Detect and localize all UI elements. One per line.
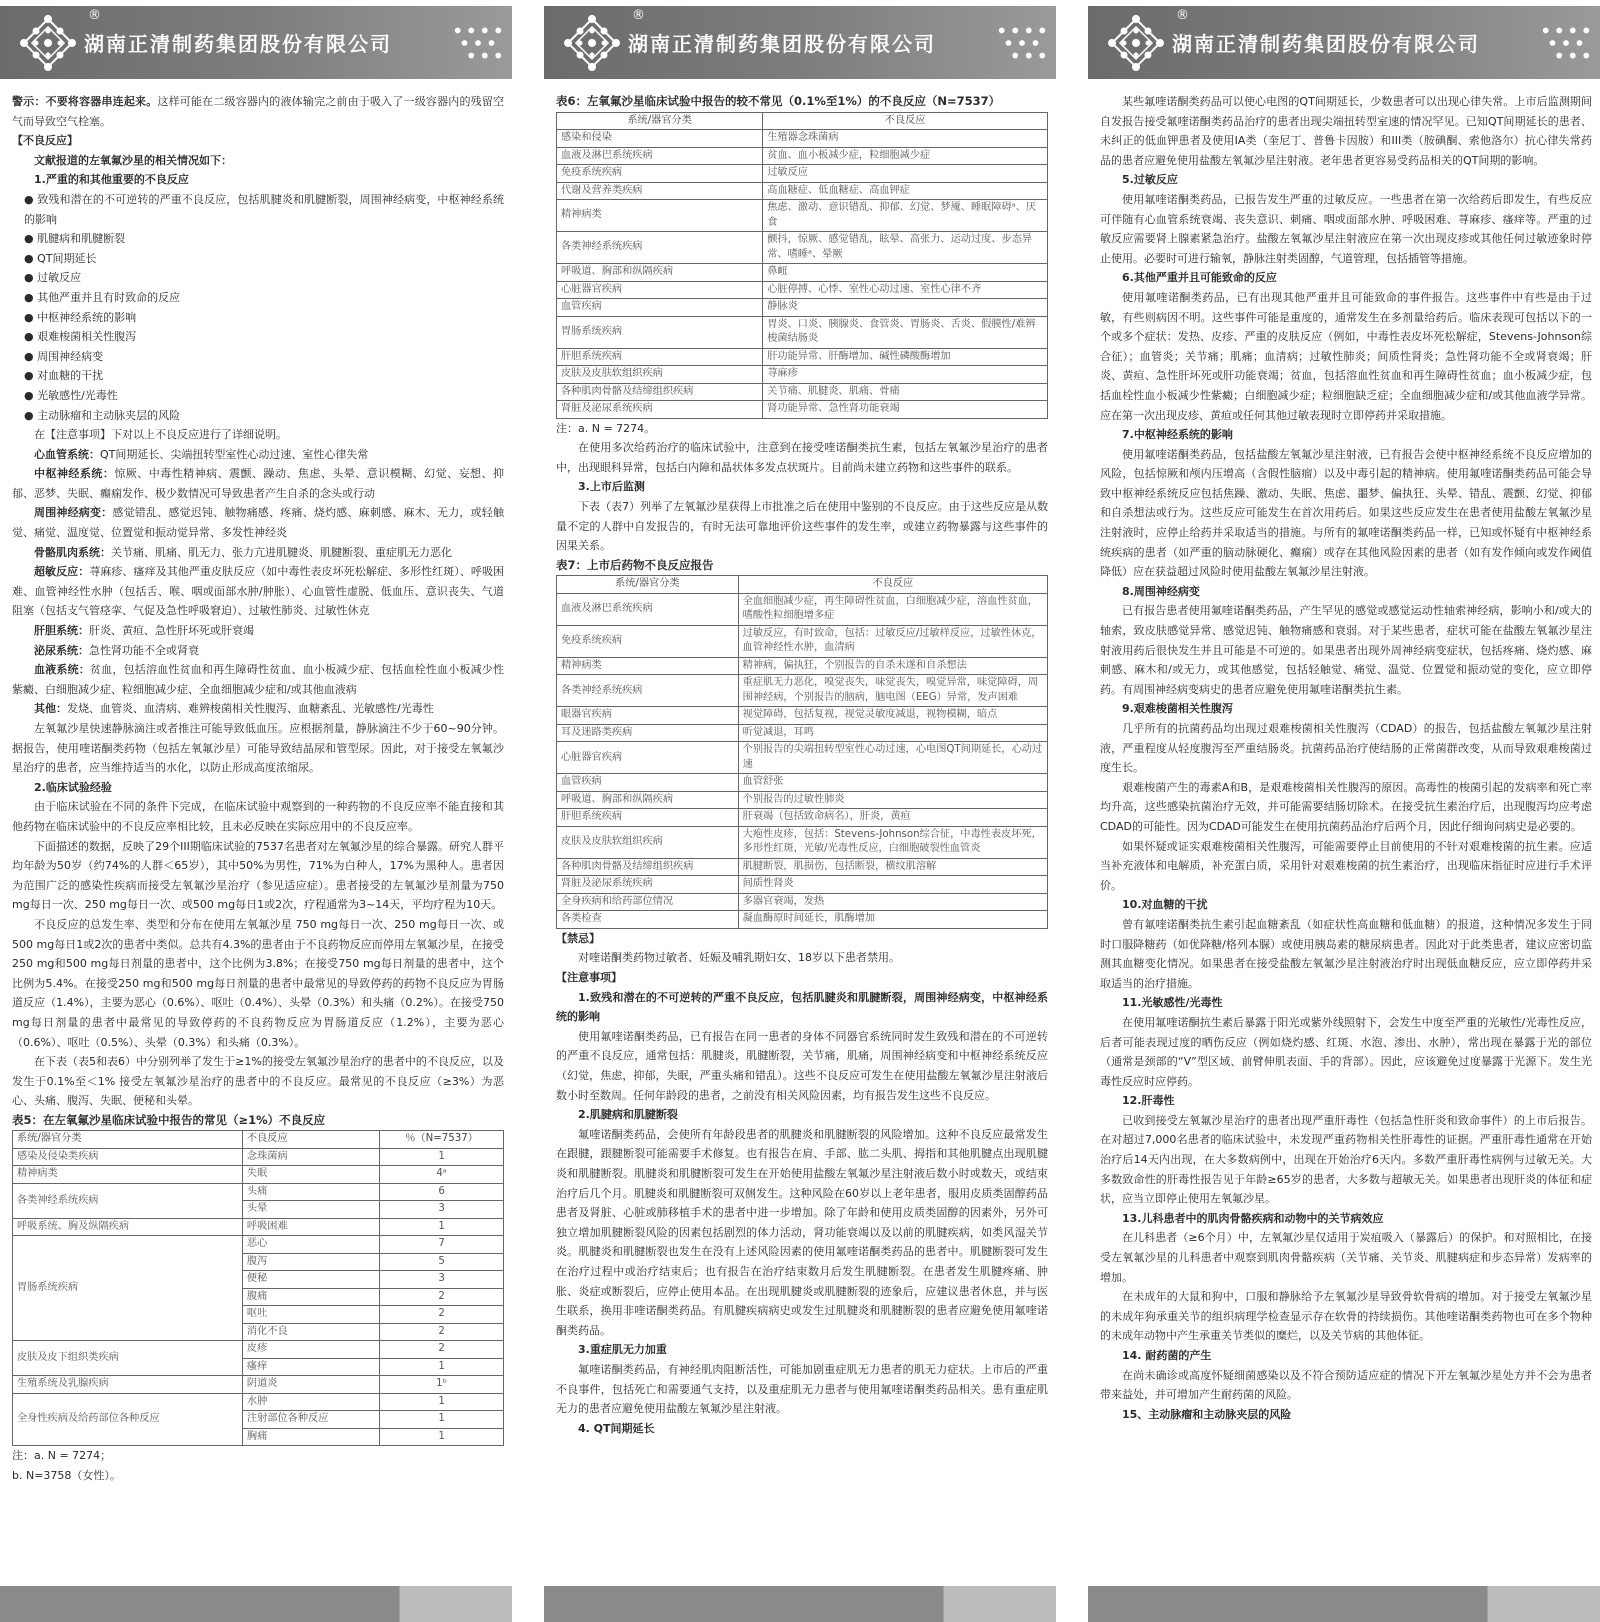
paragraph: 某些氟喹诺酮类药品可以使心电图的QT间期延长，少数患者可以出现心律失常。上市后监测期间自发报告接受氟喹诺酮类药品治疗的患者出现尖端扭转型室速的情况罕见。已知QT间期延长的患者、未纠正的低血钾患者及使用IA类（奎尼丁、普鲁卡因胺）和III类（胺碘酮、索他洛尔）抗心律失常药品的患者应避免使用盐酸左氧氟沙星注射液。老年患者更容易受药品相关的QT间期的影响。 bbox=[1100, 95, 1592, 167]
page-column-2 bbox=[544, 0, 1056, 1622]
bullet-item: ● 主动脉瘤和主动脉夹层的风险 bbox=[24, 408, 181, 422]
table-row bbox=[557, 893, 1048, 911]
table-cell: 精神病类 bbox=[557, 200, 763, 232]
paragraph: 下表（表7）列举了左氧氟沙星获得上市批准之后在使用中鉴别的不良反应。由于这些反应是从数量不定的人群中自发报告的，有时无法可靠地评价这些事件的发生率，或建立药物暴露与这些事件的因果关系。 bbox=[556, 499, 1048, 553]
table-row bbox=[13, 1183, 504, 1201]
table-row bbox=[13, 1376, 504, 1394]
table-row bbox=[557, 675, 1048, 707]
table-cell: 感染和侵染 bbox=[557, 130, 763, 148]
page-column-1 bbox=[0, 0, 512, 1622]
table-cell: 头痛 bbox=[242, 1183, 379, 1201]
table-cell: 免疫系统疾病 bbox=[557, 625, 739, 657]
table-cell: 呕吐 bbox=[242, 1306, 379, 1324]
literature-heading: 文献报道的左氧氟沙星的相关情况如下： bbox=[34, 153, 232, 167]
table-5 bbox=[12, 1130, 504, 1446]
precaution-heading-15: 15、主动脉瘤和主动脉夹层的风险 bbox=[1122, 1407, 1292, 1421]
table-row bbox=[557, 200, 1048, 232]
precaution-heading-4: 4. QT间期延长 bbox=[578, 1421, 655, 1435]
table-cell: 肾脏及泌尿系统疾病 bbox=[557, 876, 739, 894]
column-header: 不良反应 bbox=[738, 576, 1047, 594]
table-cell: 1 bbox=[380, 1148, 504, 1166]
precaution-heading-5: 5.过敏反应 bbox=[1122, 173, 1178, 187]
table-cell: 3 bbox=[380, 1271, 504, 1289]
table-cell: 精神病类 bbox=[13, 1166, 243, 1184]
registered-mark: ® bbox=[88, 8, 101, 23]
system-hypersensitivity: 超敏反应：荨麻疹、瘙痒及其他严重皮肤反应（如中毒性表皮坏死松解症、多形性红斑）、呼吸困难、血管神经性水肿（包括舌、喉、咽或面部水肿/肿胀）、心血管性虚脱、低血压、意识丧失、气道阻塞（包括支气管痉挛、气促及急性呼吸窘迫）、过敏性肺炎、过敏性休克 bbox=[12, 565, 504, 618]
table-cell: 关节痛、肌腱炎、肌痛、骨痛 bbox=[763, 383, 1048, 401]
table-cell: 2 bbox=[380, 1341, 504, 1359]
subheading-3: 3.上市后监测 bbox=[578, 480, 645, 494]
column-header: 系统/器官分类 bbox=[557, 576, 739, 594]
table-cell: 注射部位各种反应 bbox=[242, 1411, 379, 1429]
system-blood: 血液系统：贫血，包括溶血性贫血和再生障碍性贫血、血小板减少症、包括血栓性血小板减少性紫癜、白细胞减少症、粒细胞减少症、全血细胞减少症和/或其他血液病 bbox=[12, 663, 504, 696]
precaution-heading-6: 6.其他严重并且可能致命的反应 bbox=[1122, 271, 1277, 285]
table-cell: 水肿 bbox=[242, 1393, 379, 1411]
table-cell: 肾功能异常、急性肾功能衰竭 bbox=[763, 401, 1048, 419]
table-cell: 皮肤及皮下组织类疾病 bbox=[13, 1341, 243, 1376]
table-row bbox=[557, 316, 1048, 348]
table-row bbox=[557, 876, 1048, 894]
table-row bbox=[557, 182, 1048, 200]
see-precautions-note: 在【注意事项】下对以上不良反应进行了详细说明。 bbox=[34, 428, 287, 442]
table-row bbox=[557, 366, 1048, 384]
table-cell: 2 bbox=[380, 1288, 504, 1306]
page-header bbox=[0, 6, 512, 79]
registered-mark: ® bbox=[1176, 8, 1189, 23]
section-contraindications: 【禁忌】 bbox=[556, 931, 600, 945]
paragraph: 不良反应的总发生率、类型和分布在使用左氧氟沙星 750 mg每日一次、250 mg每日一次、或500 mg每日1或2次的患者中类似。总共有4.3%的患者由于不良药物反应而停用左氧氟沙星，在接受250 mg和500 mg每日剂量的患者中，这个比例为3.8%；在接受750 mg每日剂量的患者中，这个比例为5.4%。在接受250 mg和500 mg每日剂量的患者中最常见的导致停药的药物不良反应为胃肠道反应（1.4%），主要为恶心（0.6%）、呕吐（0.4%）、头晕（0.3%）和头痛（0.2%）。在接受750 mg每日剂量的患者中最常见的导致停药的不良药物反应为胃肠道反应（1.2%），主要为恶心（0.6%）、呕吐（0.5%）、头晕（0.3%）和头痛（0.3%）。 bbox=[12, 917, 504, 1049]
table-cell: 消化不良 bbox=[242, 1323, 379, 1341]
table-cell: 呼吸系统、胸及纵隔疾病 bbox=[13, 1218, 243, 1236]
column-1-content bbox=[12, 92, 504, 1576]
page-footer bbox=[1088, 1586, 1600, 1622]
column-3-content bbox=[1100, 92, 1592, 1576]
system-other: 其他：发烧、血管炎、血清病、难辨梭菌相关性腹泻、血糖紊乱、光敏感性/光毒性 bbox=[34, 702, 434, 716]
table-5-title: 表5：在左氧氟沙星临床试验中报告的常见（≥1%）不良反应 bbox=[12, 1112, 326, 1127]
precaution-heading-12: 12.肝毒性 bbox=[1122, 1094, 1175, 1108]
dot-pattern-icon bbox=[994, 20, 1050, 66]
table-6-note: 注：a. N = 7274。 bbox=[556, 421, 656, 435]
table-cell: 肝胆系统疾病 bbox=[557, 809, 739, 827]
table-5-note-b: b. N=3758（女性）。 bbox=[12, 1469, 121, 1483]
paragraph: 在尚未确诊或高度怀疑细菌感染以及不符合预防适应症的情况下开左氧氟沙星处方并不会为患者带来益处，并可增加产生耐药菌的风险。 bbox=[1100, 1368, 1592, 1402]
table-row bbox=[13, 1236, 504, 1254]
table-cell: 胃炎、口炎、胰腺炎、食管炎、胃肠炎、舌炎、假膜性/难辨梭菌结肠炎 bbox=[763, 316, 1048, 348]
table-cell: 血液及淋巴系统疾病 bbox=[557, 593, 739, 625]
paragraph: 使用氟喹诺酮类药品，已有出现其他严重并且可能致命的事件报告。这些事件中有些是由于过敏，有些则病因不明。这些事件可能是重度的，通常发生在多剂量给药后。临床表现可包括以下的一个或多个症状：发热、皮疹、严重的皮肤反应（例如，中毒性表皮坏死松解症，Stevens-Johnson综合征）；血管炎；关节痛；肌痛；血清病；过敏性肺炎；间质性肾炎；急性肾功能不全或肾衰竭；肝炎、黄疸、急性肝坏死或肝功能衰竭；贫血，包括溶血性贫血和再生障碍性贫血；血小板减少症，包括血栓性血小板减少性紫癜；白细胞减少症；粒细胞缺乏症；全血细胞减少症和/或其他血液学异常。应在第一次出现皮疹、黄疸或任何其他过敏表现时立即停药并采取措施。 bbox=[1100, 290, 1592, 422]
paragraph: 由于临床试验在不同的条件下完成，在临床试验中观察到的一种药物的不良反应率不能直接和其他药物在临床试验中的不良反应率相比较，且未必反映在实际应用中的不良反应率。 bbox=[12, 800, 504, 833]
table-cell: 心脏器官疾病 bbox=[557, 742, 739, 774]
table-cell: 荨麻疹 bbox=[763, 366, 1048, 384]
table-cell: 个别报告的尖端扭转型室性心动过速，心电图QT间期延长，心动过速 bbox=[738, 742, 1047, 774]
table-cell: 胃肠系统疾病 bbox=[13, 1236, 243, 1341]
precaution-heading-13: 13.儿科患者中的肌肉骨骼疾病和动物中的关节病效应 bbox=[1122, 1211, 1384, 1225]
table-cell: 血管疾病 bbox=[557, 774, 739, 792]
table-cell: 便秘 bbox=[242, 1271, 379, 1289]
table-cell: 7 bbox=[380, 1236, 504, 1254]
table-row bbox=[557, 809, 1048, 827]
table-cell: 心脏停搏、心悸、室性心动过速、室性心律不齐 bbox=[763, 281, 1048, 299]
company-logo bbox=[544, 6, 628, 79]
precaution-heading-3: 3.重症肌无力加重 bbox=[578, 1343, 667, 1357]
company-name: 湖南正清制药集团股份有限公司 bbox=[628, 32, 936, 56]
system-urinary: 泌尿系统：急性肾功能不全或肾衰 bbox=[34, 643, 199, 657]
precaution-heading-7: 7.中枢神经系统的影响 bbox=[1122, 428, 1233, 442]
section-precautions: 【注意事项】 bbox=[556, 971, 622, 985]
bullet-item: ● 周围神经病变 bbox=[24, 349, 104, 363]
table-cell: 眼器官疾病 bbox=[557, 707, 739, 725]
table-row bbox=[557, 724, 1048, 742]
table-cell: 皮疹 bbox=[242, 1341, 379, 1359]
table-cell: 瘙痒 bbox=[242, 1358, 379, 1376]
precaution-heading-8: 8.周围神经病变 bbox=[1122, 584, 1200, 598]
paragraph: 下面描述的数据，反映了29个III期临床试验的7537名患者对左氧氟沙星的综合暴露。研究人群平均年龄为50岁（约74%的人群＜65岁），其中50%为男性，71%为白种人，17%为黑种人。患者因为范围广泛的感染性疾病而接受左氧氟沙星治疗（参见适应症）。患者接受的左氧氟沙星剂量为750 mg每日一次、250 mg每日一次、或500 mg每日1或2次，疗程通常为3~14天，平均疗程为10天。 bbox=[12, 839, 504, 912]
column-header: 不良反应 bbox=[242, 1131, 379, 1149]
column-header: 不良反应 bbox=[763, 112, 1048, 130]
precaution-heading-10: 10.对血糖的干扰 bbox=[1122, 898, 1208, 912]
table-cell: 精神病类 bbox=[557, 657, 739, 675]
table-cell: 胃肠系统疾病 bbox=[557, 316, 763, 348]
table-row bbox=[13, 1218, 504, 1236]
table-cell: 肌腱断裂，肌损伤，包括断裂，横纹肌溶解 bbox=[738, 858, 1047, 876]
table-cell: 1 bbox=[380, 1428, 504, 1446]
table-row bbox=[557, 401, 1048, 419]
paragraph: 在未成年的大鼠和狗中，口服和静脉给予左氧氟沙星导致骨软骨病的增加。对于接受左氧氟沙星的未成年狗承重关节的组织病理学检查显示存在软骨的持续损伤。其他喹诺酮类药物也可在多个物种的未成年动物中产生承重关节类似的糜烂，以及关节病的其他体征。 bbox=[1100, 1290, 1592, 1343]
paragraph-iv-infusion: 左氧氟沙星快速静脉滴注或者推注可能导致低血压。应根据剂量，静脉滴注不少于60~90分钟。据报告，使用喹诺酮类药物（包括左氧氟沙星）可能导致结晶尿和管型尿。因此，对于接受左氧氟沙星治疗的患者，应当维持适当的水化，以防止形成高度浓缩尿。 bbox=[12, 722, 504, 775]
paragraph: 氟喹诺酮类药品，会使所有年龄段患者的肌腱炎和肌腱断裂的风险增加。这种不良反应最常发生在跟腱，跟腱断裂可能需要手术修复。也有报告在肩、手部、肱二头肌、拇指和其他肌腱点出现肌腱炎和肌腱断裂。肌腱炎和肌腱断裂可发生在开始使用盐酸左氧氟沙星注射液后数小时或数天，或结束治疗后几个月。肌腱炎和肌腱断裂可双侧发生。这种风险在60岁以上老年患者，服用皮质类固醇药品患者及肾脏、心脏或肺移植手术的患者中进一步增加。除了年龄和使用皮质类固醇的因素外，另外可独立增加肌腱断裂风险的因素包括剧烈的体力活动，肾功能衰竭以及以前的肌腱疾病，如类风湿关节炎。肌腱炎和肌腱断裂也发生在没有上述风险因素的使用氟喹诺酮类药品的患者中。肌腱断裂可发生在治疗过程中或治疗结束后；也有报告在治疗结束数月后发生肌腱断裂。在患者发生肌腱疼痛、肿胀、炎症或断裂后，应停止使用本品。在出现肌腱炎或肌腱断裂的迹象后，应建议患者休息，并与医生联系，换用非喹诺酮类药品。有肌腱疾病病史或发生过肌腱炎和肌腱断裂的患者应避免使用氟喹诺酮类药品。 bbox=[556, 1127, 1048, 1337]
table-cell: 全身性疾病及给药部位各种反应 bbox=[13, 1393, 243, 1446]
table-cell: 免疫系统疾病 bbox=[557, 165, 763, 183]
table-cell: 过敏反应，有时致命，包括：过敏反应/过敏样反应，过敏性休克，血管神经性水肿，血清病 bbox=[738, 625, 1047, 657]
table-cell: 静脉炎 bbox=[763, 299, 1048, 317]
table-cell: 皮肤及皮肤软组织疾病 bbox=[557, 366, 763, 384]
table-6 bbox=[556, 112, 1048, 419]
table-cell: 生殖器念珠菌病 bbox=[763, 130, 1048, 148]
table-row bbox=[13, 1166, 504, 1184]
system-musculoskeletal: 骨骼肌肉系统：关节痛、肌痛、肌无力、张力亢进肌腱炎、肌腱断裂、重症肌无力恶化 bbox=[34, 545, 452, 559]
precaution-heading-11: 11.光敏感性/光毒性 bbox=[1122, 996, 1223, 1010]
paragraph: 已有报告患者使用氟喹诺酮类药品，产生罕见的感觉或感觉运动性轴索神经病，影响小和/或大的轴索，致皮肤感觉异常、感觉迟钝、触物痛感和衰弱。对于某些患者，症状可能在盐酸左氧氟沙星注射液用药后很快发生并且可能是不可逆的。如果患者出现外周神经病变症状，包括疼痛、烧灼感、麻刺感、麻木和/或无力，或其他感觉，包括轻触觉、痛觉、温觉、位置觉和振动觉的变化，应立即停药。有周围神经病变病史的患者应避免使用氟喹诺酮类抗生素。 bbox=[1100, 604, 1592, 696]
table-cell: 胸痛 bbox=[242, 1428, 379, 1446]
table-row bbox=[557, 348, 1048, 366]
table-5-note-a: 注：a. N = 7274； bbox=[12, 1449, 112, 1463]
table-7 bbox=[556, 575, 1048, 929]
table-cell: 呼吸道、胸部和纵隔疾病 bbox=[557, 791, 739, 809]
table-cell: 头晕 bbox=[242, 1201, 379, 1219]
table-cell: 各种肌肉骨骼及结缔组织疾病 bbox=[557, 858, 739, 876]
bullet-item: ● 对血糖的干扰 bbox=[24, 369, 104, 383]
page-footer bbox=[544, 1586, 1056, 1622]
column-2-content bbox=[556, 92, 1048, 1576]
table-cell: 腹痛 bbox=[242, 1288, 379, 1306]
table-cell: 2 bbox=[380, 1306, 504, 1324]
paragraph: 在下表（表5和表6）中分别列举了发生于≥1%的接受左氧氟沙星治疗的患者中的不良反应，以及发生于0.1%至＜1% 接受左氧氟沙星治疗的患者中的不良反应。最常见的不良反应（≥3%）为恶心、头痛、腹泻、失眠、便秘和头晕。 bbox=[12, 1055, 504, 1108]
paragraph: 在儿科患者（≥6个月）中，左氧氟沙星仅适用于炭疽吸入（暴露后）的保护。和对照相比，在接受左氧氟沙星的儿科患者中观察到肌肉骨骼疾病（关节痛、关节炎、肌腱病症和步态异常）发病率的增加。 bbox=[1100, 1231, 1592, 1284]
table-cell: 重症肌无力恶化，嗅觉丧失，味觉丧失，嗅觉异常，味觉障碍，周围神经病，个别报告的脑病，脑电图（EEG）异常，发声困难 bbox=[738, 675, 1047, 707]
table-cell: 高血糖症、低血糖症、高血钾症 bbox=[763, 182, 1048, 200]
table-cell: 肝功能异常、肝酶增加、碱性磷酸酶增加 bbox=[763, 348, 1048, 366]
table-row bbox=[557, 826, 1048, 858]
table-cell: 过敏反应 bbox=[763, 165, 1048, 183]
table-6-title: 表6：左氧氟沙星临床试验中报告的较不常见（0.1%至1%）的不良反应（N=7537） bbox=[556, 94, 1001, 108]
table-cell: 颤抖，惊厥、感觉错乱，眩晕、高张力、运动过度、步态异常、嗜睡ᵃ、晕厥 bbox=[763, 232, 1048, 264]
table-cell: 肝衰竭（包括致命病名），肝炎，黄疸 bbox=[738, 809, 1047, 827]
table-cell: 4ᵃ bbox=[380, 1166, 504, 1184]
table-cell: 心脏器官疾病 bbox=[557, 281, 763, 299]
table-row bbox=[13, 1148, 504, 1166]
bullet-item: ● 光敏感性/光毒性 bbox=[24, 388, 118, 402]
bullet-item: ● 肌腱病和肌腱断裂 bbox=[24, 232, 126, 246]
table-row bbox=[557, 383, 1048, 401]
company-name: 湖南正清制药集团股份有限公司 bbox=[84, 32, 392, 56]
table-cell: 凝血酶原时间延长，肌酶增加 bbox=[738, 911, 1047, 929]
table-cell: 恶心 bbox=[242, 1236, 379, 1254]
table-row bbox=[13, 1393, 504, 1411]
table-row bbox=[557, 281, 1048, 299]
table-cell: 各类神经系统疾病 bbox=[557, 232, 763, 264]
system-peripheral-neuropathy: 周围神经病变：感觉错乱、感觉迟钝、触物痛感、疼痛、烧灼感、麻刺感、麻木、无力，或轻触觉、痛觉、温度觉、位置觉和振动觉异常、多发性神经炎 bbox=[12, 506, 504, 540]
table-cell: 各类检查 bbox=[557, 911, 739, 929]
column-header: 系统/器官分类 bbox=[13, 1131, 243, 1149]
table-cell: 呼吸困难 bbox=[242, 1218, 379, 1236]
system-cns: 中枢神经系统：惊厥、中毒性精神病、震颤、躁动、焦虑、头晕、意识模糊、幻觉、妄想、抑郁、恶梦、失眠、癫痫发作、极少数情况可导致患者产生自杀的念头或行动 bbox=[12, 467, 504, 500]
table-cell: 全血细胞减少症，再生障碍性贫血，白细胞减少症，溶血性贫血，嗜酸性粒细胞增多症 bbox=[738, 593, 1047, 625]
table-cell: 耳及迷路类疾病 bbox=[557, 724, 739, 742]
page-header bbox=[544, 6, 1056, 79]
table-row bbox=[557, 264, 1048, 282]
table-row bbox=[557, 593, 1048, 625]
table-cell: 肾脏及泌尿系统疾病 bbox=[557, 401, 763, 419]
table-cell: 鼻衄 bbox=[763, 264, 1048, 282]
bullet-item: ● 过敏反应 bbox=[24, 271, 82, 285]
table-cell: 听觉减退，耳鸣 bbox=[738, 724, 1047, 742]
bullet-item: ● 致残和潜在的不可逆转的严重不良反应，包括肌腱炎和肌腱断裂，周围神经病变，中枢神经系统的影响 bbox=[24, 192, 504, 226]
table-row bbox=[557, 625, 1048, 657]
table-row bbox=[557, 791, 1048, 809]
system-hepatobiliary: 肝胆系统：肝炎、黄疸、急性肝坏死或肝衰竭 bbox=[34, 624, 254, 638]
table-cell: 6 bbox=[380, 1183, 504, 1201]
paragraph: 在使用氟喹诺酮抗生素后暴露于阳光或紫外线照射下，会发生中度至严重的光敏性/光毒性反应，后者可能表现过度的晒伤反应（例如烧灼感、红斑、水泡、渗出、水肿），常出现在暴露于光的部位（通常是颈部的“V”型区域、前臂伸肌表面、手的背部）。因此，应该避免过度暴露于光源下。发生光毒性反应时应停药。 bbox=[1100, 1015, 1592, 1088]
table-cell: 各类神经系统疾病 bbox=[557, 675, 739, 707]
table-cell: 感染及侵染类疾病 bbox=[13, 1148, 243, 1166]
table-7-title: 表7：上市后药物不良反应报告 bbox=[556, 557, 714, 572]
table-cell: 念珠菌病 bbox=[242, 1148, 379, 1166]
table-cell: 贫血、血小板减少症，粒细胞减少症 bbox=[763, 147, 1048, 165]
table-row bbox=[557, 707, 1048, 725]
dot-pattern-icon bbox=[450, 20, 506, 66]
table-cell: 焦虑、激动、意识错乱、抑郁、幻觉、梦魇、睡眠障碍ᵃ、厌食 bbox=[763, 200, 1048, 232]
column-header: ％（N=7537） bbox=[380, 1131, 504, 1149]
bullet-item: ● 中枢神经系统的影响 bbox=[24, 310, 137, 324]
registered-mark: ® bbox=[632, 8, 645, 23]
table-header-row bbox=[13, 1131, 504, 1149]
paragraph: 氟喹诺酮类药品，有神经肌肉阻断活性，可能加剧重症肌无力患者的肌无力症状。上市后的严重不良事件，包括死亡和需要通气支持，以及重症肌无力患者与使用氟喹诺酮类药品相关。患有重症肌无力的患者应避免使用盐酸左氧氟沙星注射液。 bbox=[556, 1362, 1048, 1416]
section-adverse-reactions: 【不良反应】 bbox=[12, 134, 78, 148]
table-cell: 肝胆系统疾病 bbox=[557, 348, 763, 366]
table-cell: 血管舒张 bbox=[738, 774, 1047, 792]
table-cell: 视觉障碍，包括复视，视觉灵敏度减退，视物模糊，暗点 bbox=[738, 707, 1047, 725]
table-cell: 生殖系统及乳腺疾病 bbox=[13, 1376, 243, 1394]
table-row bbox=[557, 858, 1048, 876]
table-row bbox=[557, 130, 1048, 148]
table-cell: 腹泻 bbox=[242, 1253, 379, 1271]
dot-pattern-icon bbox=[1538, 20, 1594, 66]
table-cell: 血液及淋巴系统疾病 bbox=[557, 147, 763, 165]
paragraph: 使用氟喹诺酮类药品，已报告发生严重的过敏反应。一些患者在第一次给药后即发生，有些反应可伴随有心血管系统衰竭、丧失意识、刺痛、咽或面部水肿、呼吸困难、荨麻疹、瘙痒等。严重的过敏反应需要肾上腺素紧急治疗。盐酸左氧氟沙星注射液应在第一次出现皮疹或其他任何过敏迹象时停止使用。必要时可进行输氧，静脉注射类固醇，气道管理，包括插管等措施。 bbox=[1100, 192, 1592, 265]
paragraph: 如果怀疑或证实艰难梭菌相关性腹泻，可能需要停止目前使用的不针对艰难梭菌的抗生素。应适当补充液体和电解质，补充蛋白质，采用针对艰难梭菌的抗生素治疗，出现临床指征时应进行手术评价。 bbox=[1100, 839, 1592, 892]
column-header: 系统/器官分类 bbox=[557, 112, 763, 130]
table-cell: 个别报告的过敏性肺炎 bbox=[738, 791, 1047, 809]
bullet-item: ● 艰难梭菌相关性腹泻 bbox=[24, 330, 137, 344]
table-cell: 3 bbox=[380, 1201, 504, 1219]
paragraph: 曾有氟喹诺酮类抗生素引起血糖紊乱（如症状性高血糖和低血糖）的报道，这种情况多发生于同时口服降糖药（如优降糖/格列本脲）或使用胰岛素的糖尿病患者。因此对于此类患者，建议应密切监测其血糖变化情况。如果患者在接受盐酸左氧氟沙星注射液治疗时出现低血糖反应，应立即停药并采取适当的治疗措施。 bbox=[1100, 917, 1592, 990]
paragraph: 对喹诺酮类药物过敏者、妊娠及哺乳期妇女、18岁以下患者禁用。 bbox=[578, 951, 900, 965]
table-cell: 1 bbox=[380, 1358, 504, 1376]
table-row bbox=[557, 774, 1048, 792]
subheading-1: 1.严重的和其他重要的不良反应 bbox=[34, 173, 189, 187]
table-row bbox=[557, 299, 1048, 317]
table-cell: 阴道炎 bbox=[242, 1376, 379, 1394]
page-header bbox=[1088, 6, 1600, 79]
precaution-heading-14: 14. 耐药菌的产生 bbox=[1122, 1349, 1212, 1362]
company-logo bbox=[0, 6, 84, 79]
table-cell: 1 bbox=[380, 1393, 504, 1411]
table-cell: 各类神经系统疾病 bbox=[13, 1183, 243, 1218]
company-logo bbox=[1088, 6, 1172, 79]
paragraph: 艰难梭菌产生的毒素A和B，是艰难梭菌相关性腹泻的原因。高毒性的梭菌引起的发病率和死亡率均升高，这些感染抗菌治疗无效，并可能需要结肠切除术。在接受抗生素治疗后，出现腹泻均应考虑CDAD的可能性。因为CDAD可能发生在使用抗菌药品治疗后两个月，因此仔细询问病史是必要的。 bbox=[1100, 780, 1592, 833]
table-cell: 全身疾病和给药部位情况 bbox=[557, 893, 739, 911]
table-row bbox=[13, 1341, 504, 1359]
table-cell: 精神病，偏执狂，个别报告的自杀未遂和自杀想法 bbox=[738, 657, 1047, 675]
table-cell: 呼吸道、胸部和纵隔疾病 bbox=[557, 264, 763, 282]
precaution-heading-9: 9.艰难梭菌相关性腹泻 bbox=[1122, 702, 1233, 716]
table-row bbox=[557, 147, 1048, 165]
table-cell: 各种肌肉骨骼及结缔组织疾病 bbox=[557, 383, 763, 401]
bullet-item: ● 其他严重并且有时致命的反应 bbox=[24, 290, 181, 304]
table-row bbox=[557, 911, 1048, 929]
page-column-3 bbox=[1088, 0, 1600, 1622]
table-header-row bbox=[557, 112, 1048, 130]
table-cell: 间质性肾炎 bbox=[738, 876, 1047, 894]
subheading-2: 2.临床试验经验 bbox=[34, 780, 112, 794]
table-cell: 失眠 bbox=[242, 1166, 379, 1184]
paragraph: 已收到接受左氧氟沙星治疗的患者出现严重肝毒性（包括急性肝炎和致命事件）的上市后报告。在对超过7,000名患者的临床试验中，未发现严重药物相关性肝毒性的证据。严重肝毒性通常在开始治疗后14天内出现，在大多数病例中，出现在开始治疗6天内。多数严重肝毒性病例与过敏无关。大多数致命性的肝毒性报告见于年龄≥65岁的患者，大多数与超敏无关。如果患者出现肝炎的体征和症状，应当立即停止使用左氧氟沙星。 bbox=[1100, 1113, 1592, 1206]
precaution-heading-1: 1.致残和潜在的不可逆转的严重不良反应，包括肌腱炎和肌腱断裂，周围神经病变，中枢神经系统的影响 bbox=[556, 990, 1048, 1024]
company-name: 湖南正清制药集团股份有限公司 bbox=[1172, 32, 1480, 56]
table-cell: 5 bbox=[380, 1253, 504, 1271]
paragraph: 在使用多次给药治疗的临床试验中，注意到在接受喹诺酮类抗生素，包括左氧氟沙星治疗的患者中，出现眼科异常，包括白内障和晶状体多发点状斑片。目前尚未建立药物和这些事件的联系。 bbox=[556, 441, 1048, 474]
table-cell: 1ᵇ bbox=[380, 1376, 504, 1394]
table-row bbox=[557, 657, 1048, 675]
system-cardiovascular: 心血管系统：QT间期延长、尖端扭转型室性心动过速、室性心律失常 bbox=[34, 447, 369, 461]
table-row bbox=[557, 742, 1048, 774]
warning-paragraph: 警示：不要将容器串连起来。这样可能在二级容器内的液体输完之前由于吸入了一级容器内的残留空气而导致空气栓塞。 bbox=[12, 95, 504, 128]
table-row bbox=[557, 232, 1048, 264]
paragraph: 使用氟喹诺酮类药品，包括盐酸左氧氟沙星注射液，已有报告会使中枢神经系统不良反应增加的风险，包括惊厥和颅内压增高（含假性脑瘤）以及中毒引起的精神病。使用氟喹诺酮类药品可能会导致中枢神经系统反应包括焦躁、激动、失眠、焦虑、噩梦、偏执狂、头晕、错乱、震颤、幻觉、抑郁和自杀想法或行为。这些反应可能发生在首次用药后。如果这些反应发生在患者使用盐酸左氧氟沙星注射液时，应停止给药并采取适当的措施。与所有的氟喹诺酮类药品一样，已知或怀疑有中枢神经系统疾病的患者（如严重的脑动脉硬化、癫痫）或存在其他风险因素的患者（如有发作倾向或发作阈值降低）应在获益超过风险时使用盐酸左氧氟沙星注射液。 bbox=[1100, 447, 1592, 579]
paragraph: 使用氟喹诺酮类药品，已有报告在同一患者的身体不同器官系统同时发生致残和潜在的不可逆转的严重不良反应，通常包括：肌腱炎，肌腱断裂，关节痛，肌痛，周围神经病变和中枢神经系统反应（幻觉，焦虑，抑郁，失眠，严重头痛和错乱）。这些不良反应可发生在使用盐酸左氧氟沙星注射液后数小时至数周。任何年龄段的患者，之前没有相关风险因素，均有报告发生这些不良反应。 bbox=[556, 1029, 1048, 1102]
paragraph: 几乎所有的抗菌药品均出现过艰难梭菌相关性腹泻（CDAD）的报告，包括盐酸左氧氟沙星注射液，严重程度从轻度腹泻至严重结肠炎。抗菌药品治疗使结肠的正常菌群改变，从而导致艰难梭菌过度生长。 bbox=[1100, 722, 1592, 775]
table-cell: 皮肤及皮肤软组织疾病 bbox=[557, 826, 739, 858]
table-cell: 代谢及营养类疾病 bbox=[557, 182, 763, 200]
table-cell: 多器官衰竭，发热 bbox=[738, 893, 1047, 911]
table-cell: 血管疾病 bbox=[557, 299, 763, 317]
table-header-row bbox=[557, 576, 1048, 594]
table-cell: 1 bbox=[380, 1218, 504, 1236]
table-cell: 大疱性皮疹，包括：Stevens-Johnson综合征，中毒性表皮坏死，多形性红斑，光敏/光毒性反应，白细胞破裂性血管炎 bbox=[738, 826, 1047, 858]
precaution-heading-2: 2.肌腱病和肌腱断裂 bbox=[578, 1108, 678, 1122]
page-footer bbox=[0, 1586, 512, 1622]
table-row bbox=[557, 165, 1048, 183]
table-cell: 1 bbox=[380, 1411, 504, 1429]
bullet-item: ● QT间期延长 bbox=[24, 251, 97, 265]
table-cell: 2 bbox=[380, 1323, 504, 1341]
